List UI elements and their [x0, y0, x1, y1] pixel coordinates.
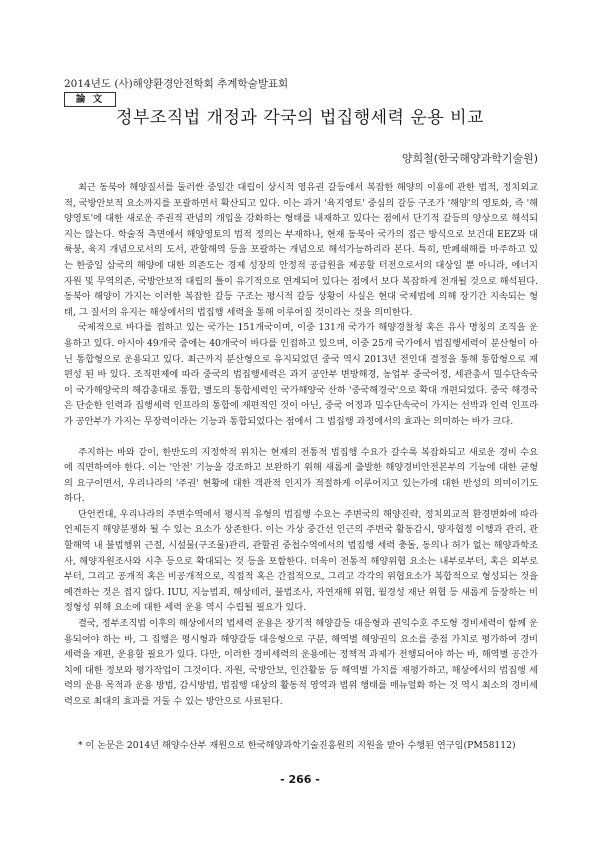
paragraph: 국제적으로 바다를 접하고 있는 국가는 151개국이며, 이중 131개 국가가 해양경찰청 혹은 유사 명칭의 조직을 운용하고 있다. 아시아 49개국 중에는 40개국이 바다를 인접하고 있으며, 이중 25개 국가에서 법집행세력이 분산형이 아닌 통합형으로 운용되고 있다. 최근까지 분산형으로 유지되었던 중국 역시 2013년 전인대 결정을 통해 통합형으로 재편성 된 바 있다. 조직편제에 따라 중국의 법집행세력은 과거 공안부 변방해경, 농업부 중국어정, 세관총서 밀수단속국이 국가해양국의 해감총대로 통합, 별도의 통합세력인 국가해양국 산하 '중국해경국'으로 확대 개편되었다. 중국 해경국은 단순한 인력과 집행세력 인프라의 통합에 재편적인 것이 아닌, 중국 어정과 밀수단속국이 가지는 선박과 인력 인프라가 공안부가 가지는 무장력이라는 기능과 통합되었다는 점에서 그 법집행 과정에서의 효과는 의미하는 바가 크다. — [64, 322, 538, 427]
page-number: - 266 - — [280, 773, 320, 786]
paper-body — [64, 180, 538, 710]
paragraph: 단언컨대, 우리나라의 주변수역에서 평시적 유형의 법집행 수요는 주변국의 해양진략, 정치외교적 환경변화에 따라 언제든지 해양분쟁화 될 수 있는 요소가 상존한다. 이는 가상 중간선 인근의 주변국 활동감시, 양자협정 이행과 관리, 관할해역 내 불법행위 근절, 시설물(구조물)관리, 관할권 중첩수역에서의 법집행 세력 충돌, 동의나 허가 없는 해양과학조사, 해양자원조사와 시추 등으로 확대되는 것 등을 포함한다. 더욱이 전통적 해양위협 요소는 내부로부터, 혹은 외부로부터, 그리고 공개적 혹은 비공개적으로, 직접적 혹은 간접적으로, 그리고 각각의 위협요소가 복합적으로 형성되는 것을 예견하는 것은 접지 않다. IUU, 지능범죄, 해상테러, 불법조사, 자연재해 위협, 월경성 재난 위협 등 새롭게 등장하는 비정형성 위해 요소에 대한 세력 운용 역시 수립될 필요가 있다. — [64, 508, 538, 614]
conference-header: 2014년도 (사)해양환경안전학회 추계학술발표회 — [64, 78, 289, 90]
author-line: 양희철(한국해양과학기술원) — [401, 152, 538, 165]
footnote: * 이 논문은 2014년 해양수산부 재원으로 한국해양과학기술진흥원의 지원을 받아 수행된 연구임(PM58112) — [78, 740, 516, 751]
paragraph: 결국, 정부조직법 이후의 해상에서의 법세력 운용은 장기적 해양갈등 대응형과 권익수호 주도형 경비세력이 함께 운용되어야 하는 바, 그 집행은 평시형과 해양갈등 대응형으로 구분, 해역별 해양권익 요소를 중점 가치로 평가하여 경비세력을 재편, 운용할 필요가 있다. 다만, 이러한 경비세력의 운용에는 정책적 과제가 전행되어야 하는 바, 해역별 공간가치에 대한 정보와 평가작업이 그것이다. 자원, 국방안보, 인간활동 등 해역별 가치를 재평가하고, 해상에서의 법집행 세력의 운용 목적과 운용 방법, 감시방법, 법집행 대상의 활동적 영역과 범위 행태를 매뉴얼화 하는 것 역시 최소의 경비세력으로 최대의 효과를 거둘 수 있는 방안으로 사료된다. — [64, 618, 538, 707]
paragraph: 주지하는 바와 같이, 한반도의 지정학적 위치는 현재의 전통적 법집행 수요가 갈수록 복잡화되고 새로운 경비 수요에 직면하여야 한다. 이는 '안전' 기능을 강조하고 보완하기 위해 새롭게 출발한 해양경비안전본부의 기능에 대한 균형의 요구이면서, 우리나라의 '주권' 현황에 대한 객관적 인지가 적절하게 이루어지고 있는가에 대한 반성의 의미이기도 하다. — [64, 446, 538, 505]
category-tag: 論 文 — [64, 92, 116, 107]
paragraph: 최근 동북아 해양질서를 둘러싼 중일간 대립이 상시적 영유권 갈등에서 복잡한 해양의 이용에 관한 법적, 정치외교적, 국방안보적 요소까지를 포괄하면서 확산되고 있다. 이는 과거 '육지영토' 중심의 갈등 구조가 '해양'의 영토화, 즉 '해양영토'에 대한 새로운 주권적 관념의 개입을 강화하는 형태를 내재하고 있다는 점에서 단기적 갈등의 양상으로 해석되지는 않는다. 학술적 측면에서 해양영토의 법적 정의는 부재하나, 현재 동북아 국가의 접근 방식으로 보건대 EEZ와 대륙붕, 육지 개념으로서의 도서, 관할해역 등을 포괄하는 개념으로 해석가능하리라 본다. 특히, 반폐쇄해를 마주하고 있는 한중일 삼국의 해양에 대한 의존도는 경제 성장의 안정적 공급원을 제공할 터전으로서의 대상일 뿐 아니라, 에너지 자원 및 무역의존, 국방안보적 대립의 틀이 유기적으로 연계되어 있다는 점에서 보다 복잡하게 전개될 것으로 해석된다. 동북아 해양이 가지는 이러한 복잡한 갈등 구조는 평시적 갈등 상황이 사실은 현대 국제법에 의해 장기간 지속되는 형태, 그 질서의 유지는 해상에서의 법집행 세력을 통해 이루어질 것이라는 것을 의미한다. — [64, 182, 538, 318]
paper-title: 정부조직법 개정과 각국의 법집행세력 운용 비교 — [116, 108, 484, 128]
